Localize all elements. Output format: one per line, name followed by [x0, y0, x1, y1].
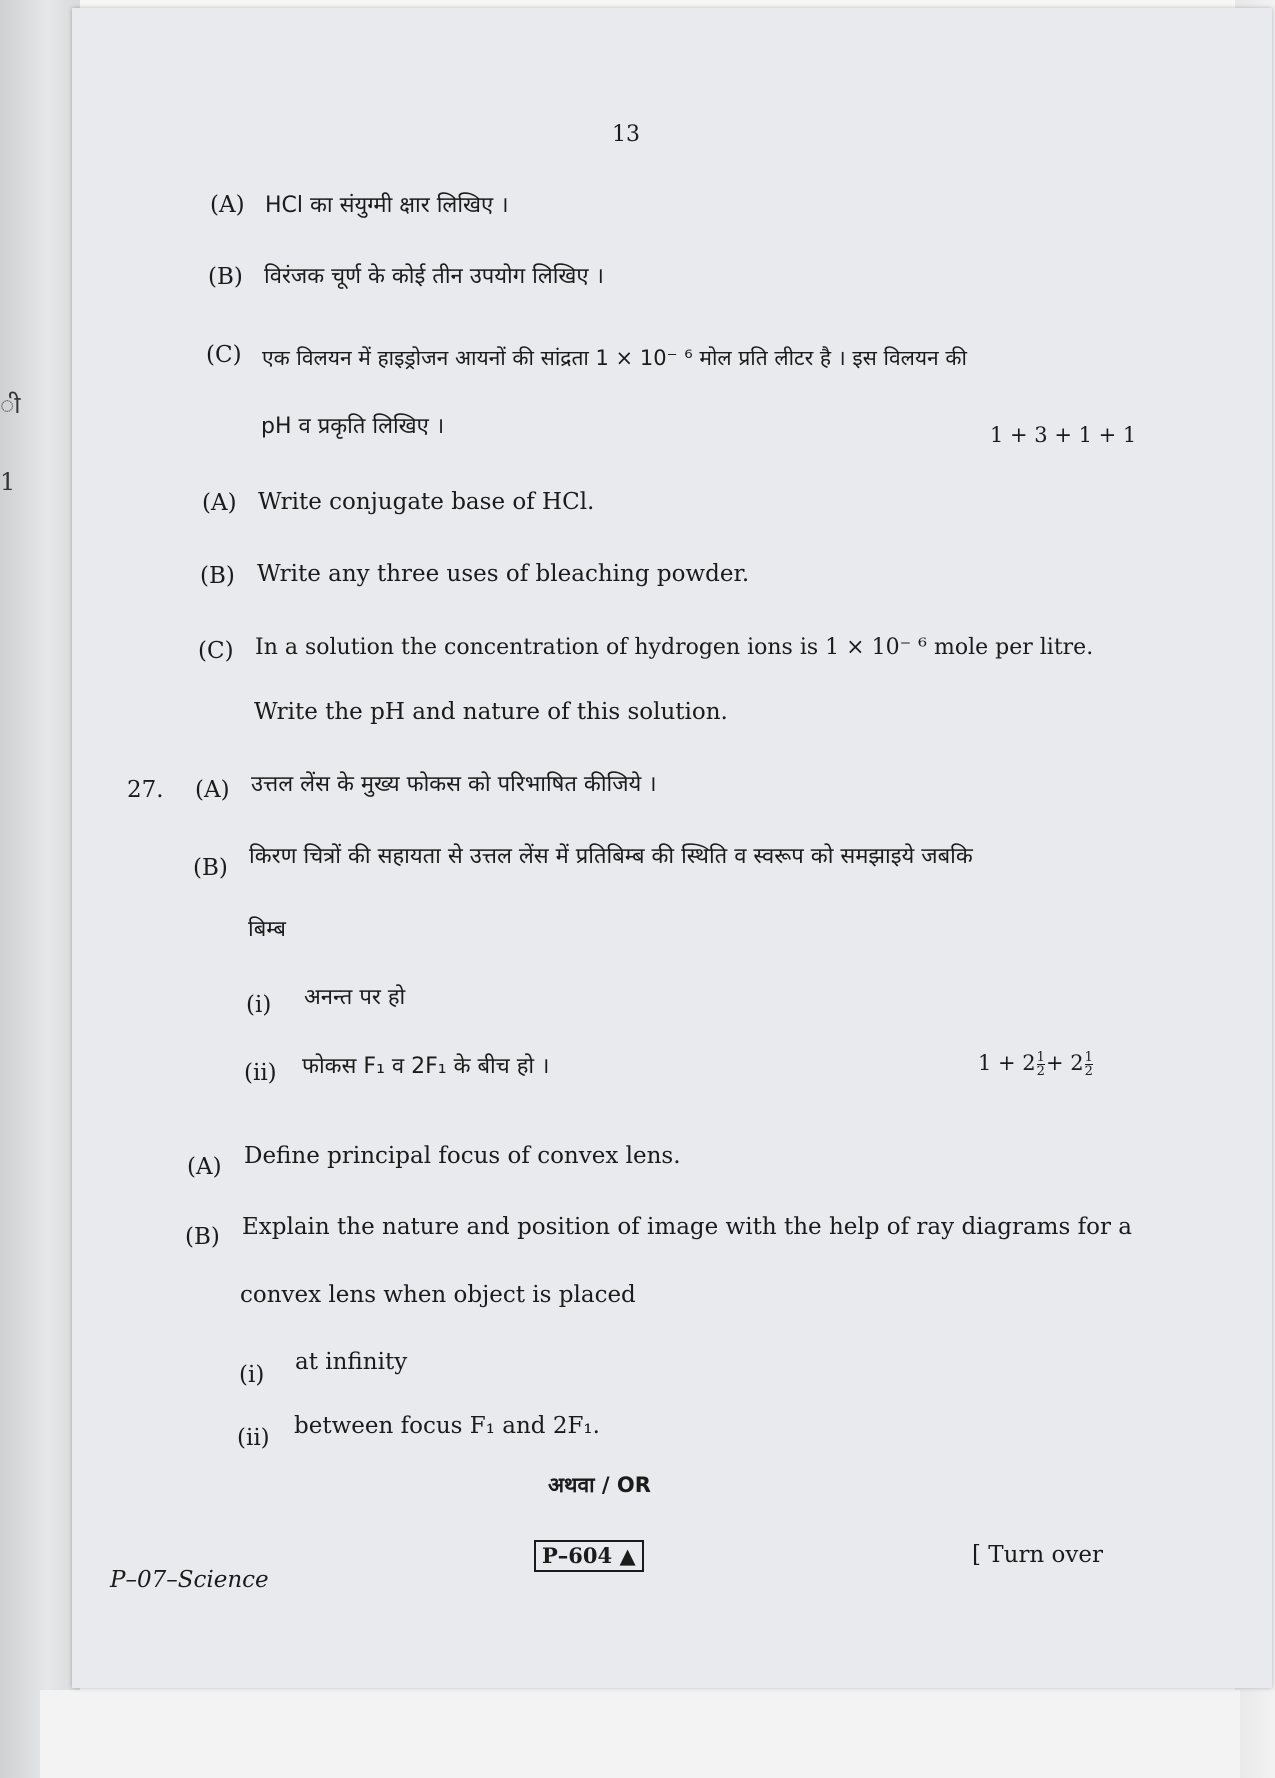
- edge-mark-2: 1: [0, 468, 16, 496]
- edge-mark-1: ी: [0, 391, 21, 419]
- q26-hi-c-label: (C): [206, 342, 242, 368]
- q27-hi-ii-text: फोकस F₁ व 2F₁ के बीच हो ।: [302, 1054, 550, 1079]
- q26-hi-b-label: (B): [208, 264, 243, 290]
- q27-en-ii-text: between focus F₁ and 2F₁.: [294, 1413, 600, 1439]
- q26-hi-a-label: (A): [210, 192, 245, 218]
- q26-en-c-text2: Write the pH and nature of this solution.: [254, 699, 728, 725]
- q27-hi-b-label: (B): [193, 855, 228, 881]
- q26-en-a-text: Write conjugate base of HCl.: [258, 489, 595, 515]
- q27-en-a-label: (A): [187, 1154, 222, 1180]
- q27-en-b-text2: convex lens when object is placed: [240, 1282, 636, 1308]
- q27-hi-a-label: (A): [195, 777, 230, 803]
- q26-hi-a-text: HCl का संयुग्मी क्षार लिखिए ।: [265, 193, 509, 218]
- q27-en-i-label: (i): [239, 1362, 265, 1388]
- q26-en-c-text: In a solution the concentration of hydrogen ions is 1 × 10⁻ ⁶ mole per litre.: [255, 635, 1094, 660]
- q27-en-a-text: Define principal focus of convex lens.: [244, 1143, 681, 1169]
- q27-marks-prefix: 1 + 2: [978, 1051, 1036, 1075]
- paper-code: P–07–Science: [110, 1567, 269, 1593]
- q26-hi-c-text: एक विलयन में हाइड्रोजन आयनों की सांद्रता 1 × 10⁻ ⁶ मोल प्रति लीटर है । इस विलयन की: [262, 346, 967, 370]
- q26-hi-c-text2: pH व प्रकृति लिखिए ।: [261, 414, 445, 439]
- background-left-edge: [0, 0, 80, 1778]
- q27-hi-ii-label: (ii): [244, 1060, 277, 1086]
- q27-marks-frac-2: $\frac{1}{2}$: [1084, 1050, 1093, 1079]
- q27-hi-b-text2: बिम्ब: [248, 917, 286, 942]
- page-number: 13: [612, 122, 640, 147]
- q26-en-a-label: (A): [202, 490, 237, 516]
- turn-over: [ Turn over: [972, 1542, 1104, 1568]
- q27-en-b-label: (B): [185, 1224, 220, 1250]
- q27-hi-i-label: (i): [246, 992, 272, 1018]
- q26-hi-b-text: विरंजक चूर्ण के कोई तीन उपयोग लिखिए ।: [264, 264, 604, 289]
- q26-en-c-label: (C): [198, 638, 234, 664]
- q26-en-b-text: Write any three uses of bleaching powder.: [257, 561, 750, 587]
- q26-en-b-label: (B): [200, 563, 235, 589]
- q27-hi-i-text: अनन्त पर हो: [304, 985, 406, 1010]
- q27-hi-a-text: उत्तल लेंस के मुख्य फोकस को परिभाषित कीजिये ।: [251, 772, 657, 797]
- q27-en-ii-label: (ii): [237, 1425, 270, 1451]
- q27-en-i-text: at infinity: [295, 1349, 408, 1375]
- q27-marks-frac-1: $\frac{1}{2}$: [1036, 1050, 1045, 1079]
- q27-hi-b-text: किरण चित्रों की सहायता से उत्तल लेंस में प्रतिबिम्ब की स्थिति व स्वरूप को समझाइये जबकि: [249, 844, 973, 869]
- q26-marks: 1 + 3 + 1 + 1: [990, 423, 1137, 447]
- q27-number: 27.: [127, 777, 164, 803]
- q27-en-b-text: Explain the nature and position of image with the help of ray diagrams for a: [242, 1214, 1132, 1240]
- bottom-strip: [40, 1690, 1240, 1778]
- paper-code-box: P–604 ▲: [534, 1540, 644, 1572]
- q27-marks: [978, 1048, 1094, 1078]
- q27-marks-mid: + 2: [1045, 1051, 1084, 1075]
- or-separator: अथवा / OR: [548, 1473, 651, 1497]
